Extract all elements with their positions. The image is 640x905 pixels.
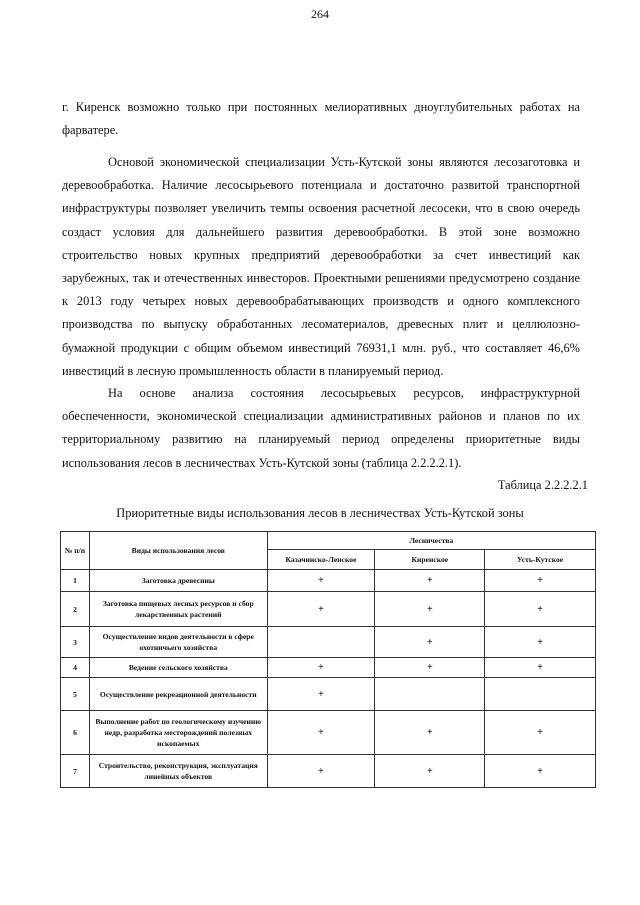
row-mark bbox=[267, 627, 375, 658]
row-mark: + bbox=[375, 570, 485, 592]
row-mark: + bbox=[267, 570, 375, 592]
row-mark: + bbox=[375, 658, 485, 678]
row-mark: + bbox=[267, 592, 375, 627]
row-number: 6 bbox=[61, 711, 90, 755]
row-mark: + bbox=[375, 711, 485, 755]
table-row bbox=[61, 755, 596, 788]
table-row bbox=[61, 627, 596, 658]
row-mark: + bbox=[267, 678, 375, 711]
row-mark: + bbox=[485, 755, 596, 788]
row-mark: + bbox=[267, 711, 375, 755]
table-row bbox=[61, 711, 596, 755]
row-use-type: Осуществление рекреационной деятельности bbox=[89, 678, 267, 711]
header-kazachinsko-lenskoe: Казачинско-Ленское bbox=[267, 550, 375, 570]
table-row bbox=[61, 678, 596, 711]
row-use-type: Заготовка древесины bbox=[89, 570, 267, 592]
row-number: 5 bbox=[61, 678, 90, 711]
table-row bbox=[61, 658, 596, 678]
row-use-type: Заготовка пищевых лесных ресурсов и сбор лекарственных растений bbox=[89, 592, 267, 627]
table-header-row bbox=[61, 532, 596, 550]
row-use-type: Ведение сельского хозяйства bbox=[89, 658, 267, 678]
row-mark: + bbox=[485, 592, 596, 627]
paragraph-specialization: Основой экономической специализации Усть-Кутской зоны являются лесозаготовка и деревообработка. Наличие лесосырьевого потенциала и достаточно развитой транспортной инфраструктуры позволяет увеличить темпы освоения расчетной лесосеки, что в свою очередь создаст условия для дальнейшего развития деревообработки. В этой зоне возможно строительство новых крупных предприятий деревообработки за счет инвестиций как зарубежных, так и отечественных инвесторов. Проектными решениями предусмотрено создание к 2013 году четырех новых деревообрабатывающих производств и одного комплексного производства по выпуску обработанных лесоматериалов, древесных плит и целлюлозно-бумажной продукции с общим объемом инвестиций 76931,1 млн. руб., что составляет 46,6% инвестиций в лесную промышленность области в планируемый период. bbox=[62, 155, 580, 378]
paragraph-continuation: г. Киренск возможно только при постоянных мелиоративных дноуглубительных работах на фарватере. bbox=[62, 100, 580, 138]
table-label: Таблица 2.2.2.2.1 bbox=[497, 478, 588, 492]
header-forestries: Лесничества bbox=[267, 532, 595, 550]
row-mark: + bbox=[375, 627, 485, 658]
table-title: Приоритетные виды использования лесов в лесничествах Усть-Кутской зоны bbox=[116, 506, 524, 520]
header-number: № п/п bbox=[61, 532, 90, 570]
header-use-type: Виды использования лесов bbox=[89, 532, 267, 570]
row-number: 1 bbox=[61, 570, 90, 592]
row-mark: + bbox=[375, 592, 485, 627]
header-ust-kutskoe: Усть-Кутское bbox=[485, 550, 596, 570]
row-mark: + bbox=[485, 627, 596, 658]
row-number: 4 bbox=[61, 658, 90, 678]
paragraph-analysis: На основе анализа состояния лесосырьевых ресурсов, инфраструктурной обеспеченности, экономической специализации административных районов и планов по их территориальному развитию на планируемый период определены приоритетные виды использования лесов в лесничествах Усть-Кутской зоны (таблица 2.2.2.2.1). bbox=[62, 386, 580, 470]
row-mark bbox=[485, 678, 596, 711]
header-kirenskoe: Киренское bbox=[375, 550, 485, 570]
row-mark: + bbox=[375, 755, 485, 788]
row-mark: + bbox=[267, 755, 375, 788]
forest-use-table bbox=[60, 531, 596, 788]
row-number: 7 bbox=[61, 755, 90, 788]
row-use-type: Выполнение работ по геологическому изучению недр, разработка месторождений полезных ископаемых bbox=[89, 711, 267, 755]
row-mark: + bbox=[267, 658, 375, 678]
row-use-type: Строительство, реконструкция, эксплуатация линейных объектов bbox=[89, 755, 267, 788]
row-mark: + bbox=[485, 711, 596, 755]
row-mark bbox=[375, 678, 485, 711]
row-mark: + bbox=[485, 570, 596, 592]
table-row bbox=[61, 592, 596, 627]
row-number: 2 bbox=[61, 592, 90, 627]
row-number: 3 bbox=[61, 627, 90, 658]
row-mark: + bbox=[485, 658, 596, 678]
row-use-type: Осуществление видов деятельности в сфере охотничьего хозяйства bbox=[89, 627, 267, 658]
table-row bbox=[61, 570, 596, 592]
page-number: 264 bbox=[311, 7, 329, 21]
